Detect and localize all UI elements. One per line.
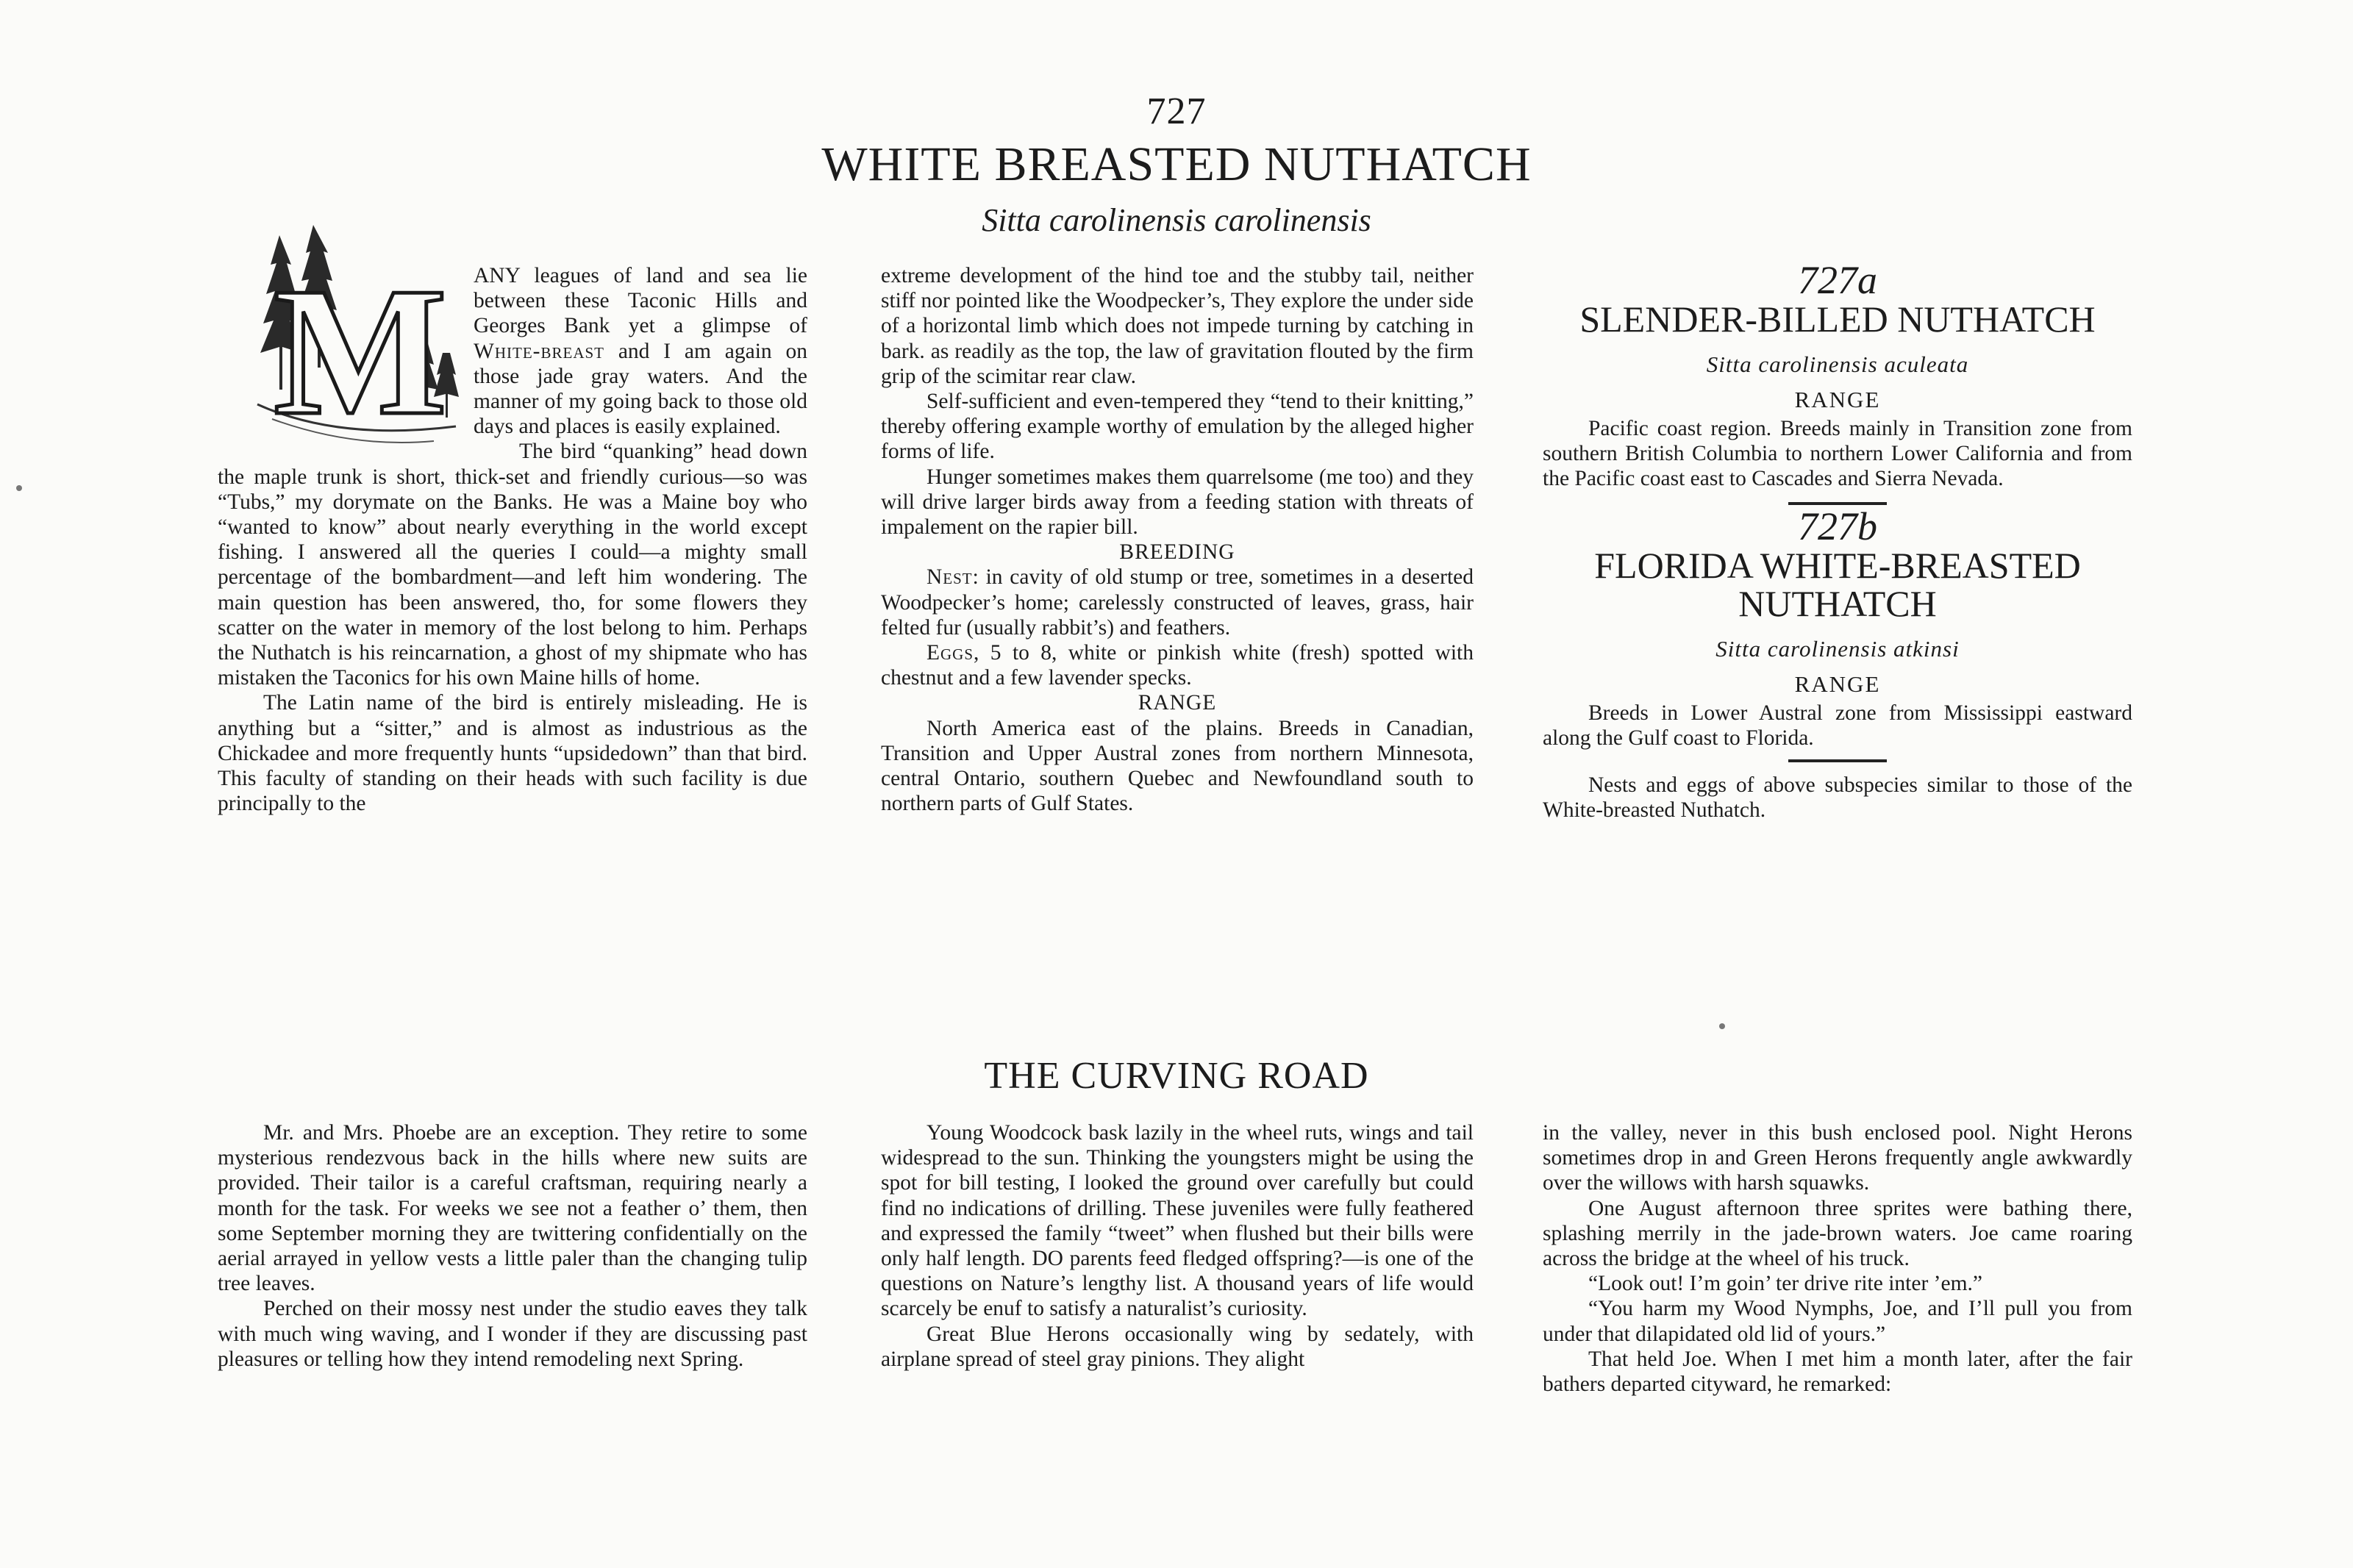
essay-col2-p3: Hunger sometimes makes them quarrelsome (me too) and they will drive larger birds away from a feeding station with threats of impalement on the rapier bill. bbox=[881, 465, 1474, 540]
subspecies-a-name: SLENDER-BILLED NUTHATCH bbox=[1579, 298, 2096, 340]
range-heading: RANGE bbox=[1138, 691, 1217, 715]
subspecies-a-number: 727a bbox=[1798, 258, 1877, 302]
divider bbox=[1788, 759, 1887, 762]
subspecies-b-name: FLORIDA WHITE-BREASTED NUTHATCH bbox=[1594, 544, 2081, 624]
curving-road-c3-p2: One August afternoon three sprites were bathing there, splashing merrily in the jade-brown waters. Joe came roaring across the bridge at the wheel of his truck. bbox=[1543, 1196, 2132, 1271]
subspecies-b-range-heading: RANGE bbox=[1794, 670, 1881, 697]
subspecies-b-number: 727b bbox=[1798, 504, 1877, 548]
subspecies-note: Nests and eggs of above subspecies similar to those of the White-breasted Nuthatch. bbox=[1543, 773, 2132, 823]
drop-cap-illustration bbox=[250, 221, 463, 456]
subspecies-column bbox=[1543, 257, 2132, 823]
essay-p1-smallcaps: White-breast bbox=[474, 339, 604, 363]
page-title: WHITE BREASTED NUTHATCH bbox=[821, 137, 1532, 191]
essay-col2-p1: extreme development of the hind toe and the stubby tail, neither stiff nor pointed like the Woodpecker’s, They explore the under side of a horizontal limb which does not impede turning by catching in bark. as readily as the top, the law of gravitation flouted by the firm grip of the scimitar rear claw. bbox=[881, 264, 1474, 388]
curving-road-c3-p4: “You harm my Wood Nymphs, Joe, and I’ll pull you from under that dilapidated old lid of yours.” bbox=[1543, 1297, 2132, 1346]
page-number: 727 bbox=[1146, 90, 1207, 132]
essay-p2: The bird “quanking” head down the maple trunk is short, thick-set and friendly curious—so was “Tubs,” my dorymate on the Banks. He was a Maine boy who “wanted to know” about nearly everything in the world except fishing. I answered all the queries I could—a mighty small percentage of the bombardment—and left him wondering. The main question has been answered, tho, for some flowers they scatter on the water in memory of the lost belong to him. Perhaps the Nuthatch is his reincarnation, a ghost of my shipmate who has mistaken the Taconics for his own Maine hills of home. bbox=[218, 440, 807, 690]
margin-dot bbox=[16, 485, 22, 491]
nest-text: : in cavity of old stump or tree, sometimes in a deserted Woodpecker’s home; carelessly constructed of leaves, grass, hair felted fur (usually rabbit’s) and feathers. bbox=[881, 565, 1474, 640]
curving-road-column-1 bbox=[218, 1120, 807, 1372]
margin-dot bbox=[1719, 1023, 1725, 1029]
range-text: North America east of the plains. Breeds in Canadian, Transition and Upper Austral zones from northern Minnesota, central Ontario, southern Quebec and Newfoundland south to northern parts of Gulf States. bbox=[881, 716, 1474, 816]
essay-p1-lead: ANY leagues of land and sea lie between these Taconic Hills and Georges Bank yet a glimpse of bbox=[474, 264, 807, 338]
curving-road-c3-p3: “Look out! I’m goin’ ter drive rite inter ’em.” bbox=[1588, 1272, 1982, 1296]
curving-road-title: THE CURVING ROAD bbox=[984, 1055, 1369, 1097]
subspecies-a-range-heading: RANGE bbox=[1794, 387, 1881, 412]
curving-road-column-2 bbox=[881, 1120, 1474, 1372]
scientific-name: Sitta carolinensis carolinensis bbox=[982, 202, 1371, 238]
subspecies-a-scientific: Sitta carolinensis aculeata bbox=[1706, 351, 1969, 377]
eggs-text: , 5 to 8, white or pinkish white (fresh) spotted with chestnut and a few lavender specks. bbox=[881, 641, 1474, 690]
curving-road-c3-p5: That held Joe. When I met him a month later, after the fair bathers departed cityward, he remarked: bbox=[1543, 1347, 2132, 1397]
essay-column-1 bbox=[218, 250, 807, 816]
eggs-label: Eggs bbox=[926, 641, 974, 665]
essay-p3: The Latin name of the bird is entirely misleading. He is anything but a “sitter,” and is almost as industrious as the Chickadee and more frequently hunts “upsidedown” than that bird. This faculty of standing on their heads with such facility is due principally to the bbox=[218, 691, 807, 816]
subspecies-b-scientific: Sitta carolinensis atkinsi bbox=[1715, 635, 1960, 662]
curving-road-c1-p1: Mr. and Mrs. Phoebe are an exception. They retire to some mysterious rendezvous back in the hills where new suits are provided. Their tailor is a careful craftsman, requiring nearly a month for the task. For weeks we see not a feather o’ them, then some September morning they are twittering confidentially on the aerial arrayed in yellow vests a little paler than the changing tulip tree leaves. bbox=[218, 1121, 807, 1296]
curving-road-c1-p2: Perched on their mossy nest under the studio eaves they talk with much wing waving, and I wonder if they are discussing past pleasures or telling how they intend remodeling next Spring. bbox=[218, 1297, 807, 1371]
curving-road-c3-p1: in the valley, never in this bush enclosed pool. Night Herons sometimes drop in and Green Herons frequently angle awkwardly over the willows with harsh squawks. bbox=[1543, 1121, 2132, 1195]
curving-road-c2-p2: Great Blue Herons occasionally wing by sedately, with airplane spread of steel gray pinions. They alight bbox=[881, 1322, 1474, 1371]
essay-column-2 bbox=[881, 263, 1474, 816]
subspecies-a-range-text: Pacific coast region. Breeds mainly in Transition zone from southern British Columbia to northern Lower California and from the Pacific coast east to Cascades and Sierra Nevada. bbox=[1543, 417, 2132, 491]
curving-road-column-3 bbox=[1543, 1120, 2132, 1397]
nest-label: Nest bbox=[926, 565, 973, 590]
pine-trees-illustration bbox=[250, 221, 463, 456]
breeding-heading: BREEDING bbox=[1119, 540, 1235, 565]
essay-p1-rest: and I am again on those jade gray waters. And the manner of my going back to those old days and places is easily explained. bbox=[474, 339, 807, 439]
curving-road-c2-p1: Young Woodcock bask lazily in the wheel ruts, wings and tail widespread to the sun. Thinking the youngsters might be using the spot for bill testing, I looked the ground over carefully but could find no indications of drilling. These juveniles were fully feathered and expressed the family “tweet” when flushed but their bills were only half length. DO parents feed fledged offspring?—is one of the questions on Nature’s lengthy list. A thousand years of life would scarcely be enuf to satisfy a naturalist’s curiosity. bbox=[881, 1121, 1474, 1321]
subspecies-b-range-text: Breeds in Lower Austral zone from Mississippi eastward along the Gulf coast to Florida. bbox=[1543, 701, 2132, 750]
drop-cap-letter: M bbox=[274, 250, 447, 454]
essay-col2-p2: Self-sufficient and even-tempered they “tend to their knitting,” thereby offering example worthy of emulation by the alleged higher forms of life. bbox=[881, 390, 1474, 464]
